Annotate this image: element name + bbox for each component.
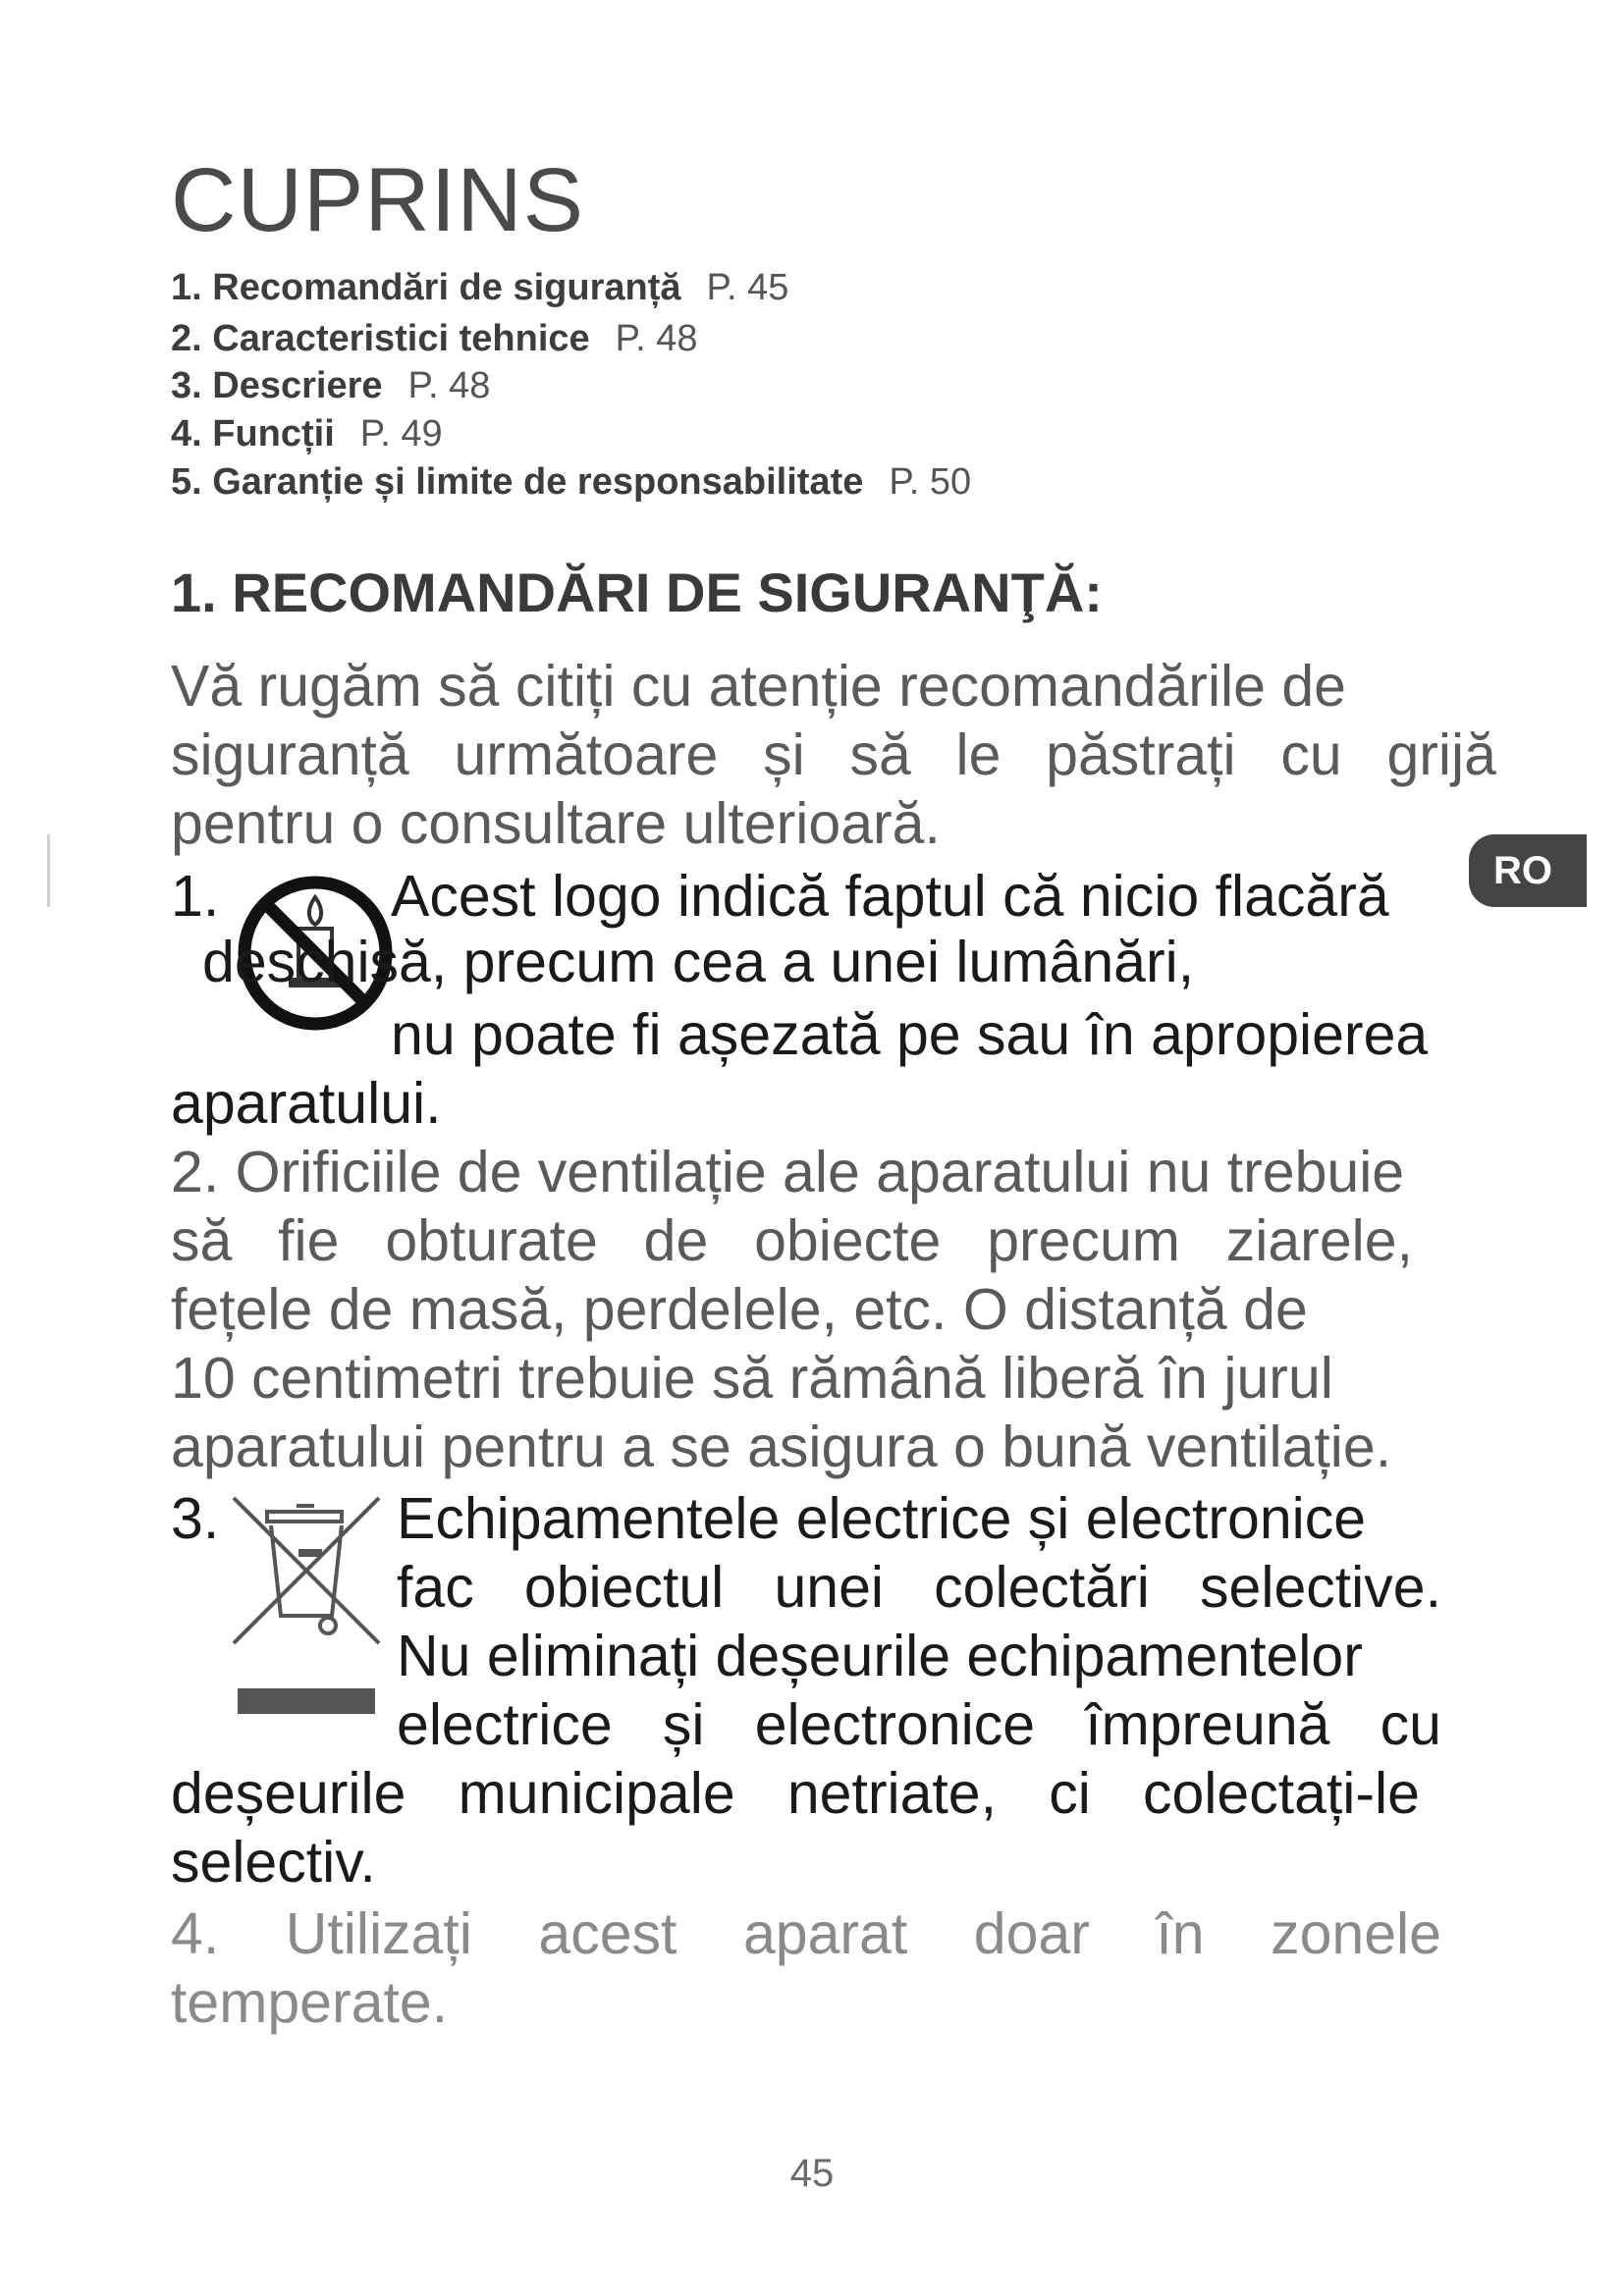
item-text-line: aparatului. <box>171 1071 442 1136</box>
toc-item <box>171 415 443 453</box>
word: în <box>1156 1901 1205 1966</box>
toc-item <box>171 269 788 306</box>
toc-item-label: 1. Recomandări de siguranță <box>171 267 681 308</box>
item-text-line <box>171 1759 1420 1828</box>
word: le <box>955 722 1001 787</box>
word: netriate, <box>786 1761 998 1826</box>
toc-item-page: P. 48 <box>407 365 491 406</box>
item-text-line: temperate. <box>171 1970 449 2035</box>
word: colectări <box>934 1555 1150 1620</box>
intro-line <box>171 721 1496 789</box>
word: cu <box>1280 722 1342 787</box>
word: electrice <box>397 1692 613 1757</box>
toc-item-page: P. 50 <box>889 461 972 503</box>
item-text-line <box>171 1899 1441 1968</box>
item-text-line: 2. Orificiile de ventilație ale aparatului nu trebuie <box>171 1140 1405 1204</box>
item-text-line: fețele de masă, perdelele, etc. O distanță de <box>171 1277 1308 1342</box>
item-text-line <box>397 1553 1441 1622</box>
word: fac <box>397 1555 474 1620</box>
item-text-line: aparatului pentru a se asigura o bună ventilație. <box>171 1415 1392 1479</box>
word: municipale <box>458 1761 735 1826</box>
word: cu <box>1380 1692 1441 1757</box>
word: păstrați <box>1046 722 1236 787</box>
word: Utilizați <box>285 1901 472 1966</box>
word: următoare <box>454 722 719 787</box>
word: obiectul <box>523 1555 725 1620</box>
page-number: 45 <box>789 2152 835 2195</box>
word: obturate <box>385 1208 598 1273</box>
section-heading: 1. RECOMANDĂRI DE SIGURANŢĂ: <box>171 561 1103 623</box>
word: siguranță <box>171 722 409 787</box>
word: să <box>171 1208 233 1273</box>
page-title: CUPRINS <box>171 150 585 250</box>
item-text-line: Nu eliminați deșeurile echipamentelor <box>397 1624 1363 1688</box>
word: precum <box>987 1208 1180 1273</box>
item-text-line: 10 centimetri trebuie să rămână liberă în jurul <box>171 1346 1333 1411</box>
item-text-line: nu poate fi așezată pe sau în apropierea <box>391 1002 1429 1067</box>
word: grijă <box>1386 722 1496 787</box>
language-tab: RO <box>1469 834 1587 907</box>
toc-item-page: P. 49 <box>359 413 443 454</box>
word: și <box>763 722 805 787</box>
item-text-line: deschisă, precum cea a unei lumânări, <box>202 930 1195 994</box>
item-number: 3. <box>171 1486 220 1551</box>
margin-mark <box>47 834 50 907</box>
toc-item <box>171 320 698 357</box>
toc-item <box>171 367 490 404</box>
toc-item-page: P. 45 <box>706 267 789 308</box>
word: fie <box>278 1208 340 1273</box>
word: aparat <box>742 1901 908 1966</box>
toc-item-page: P. 48 <box>615 318 698 359</box>
toc-item <box>171 463 971 501</box>
word: deșeurile <box>171 1761 406 1826</box>
toc-item-label: 3. Descriere <box>171 365 383 406</box>
word: ci <box>1049 1761 1091 1826</box>
item-text-line <box>171 1206 1413 1275</box>
word: unei <box>774 1555 884 1620</box>
item-number: 1. <box>171 864 220 929</box>
word: zonele <box>1271 1901 1441 1966</box>
word: acest <box>538 1901 677 1966</box>
item-text-line <box>397 1690 1441 1759</box>
word: electronice <box>754 1692 1036 1757</box>
toc-item-label: 5. Garanție și limite de responsabilitate <box>171 461 864 503</box>
item-text-line: selectiv. <box>171 1830 376 1895</box>
word: colectați-le <box>1142 1761 1420 1826</box>
item-text-line: Echipamentele electrice și electronice <box>397 1486 1367 1551</box>
word: selective. <box>1200 1555 1441 1620</box>
word: împreună <box>1085 1692 1330 1757</box>
toc-item-label: 4. Funcții <box>171 413 335 454</box>
word: și <box>662 1692 705 1757</box>
intro-line: Vă rugăm să citiți cu atenție recomandările de <box>171 654 1346 719</box>
word: 4. <box>171 1901 220 1966</box>
word: obiecte <box>754 1208 942 1273</box>
crossed-out-wheelie-bin-icon <box>224 1488 391 1722</box>
word: să <box>849 722 911 787</box>
intro-line: pentru o consultare ulterioară. <box>171 791 941 856</box>
word: de <box>643 1208 709 1273</box>
word: ziarele, <box>1225 1208 1413 1273</box>
item-text-line: Acest logo indică faptul că nicio flacără <box>391 864 1389 929</box>
word: doar <box>973 1901 1090 1966</box>
toc-item-label: 2. Caracteristici tehnice <box>171 318 590 359</box>
